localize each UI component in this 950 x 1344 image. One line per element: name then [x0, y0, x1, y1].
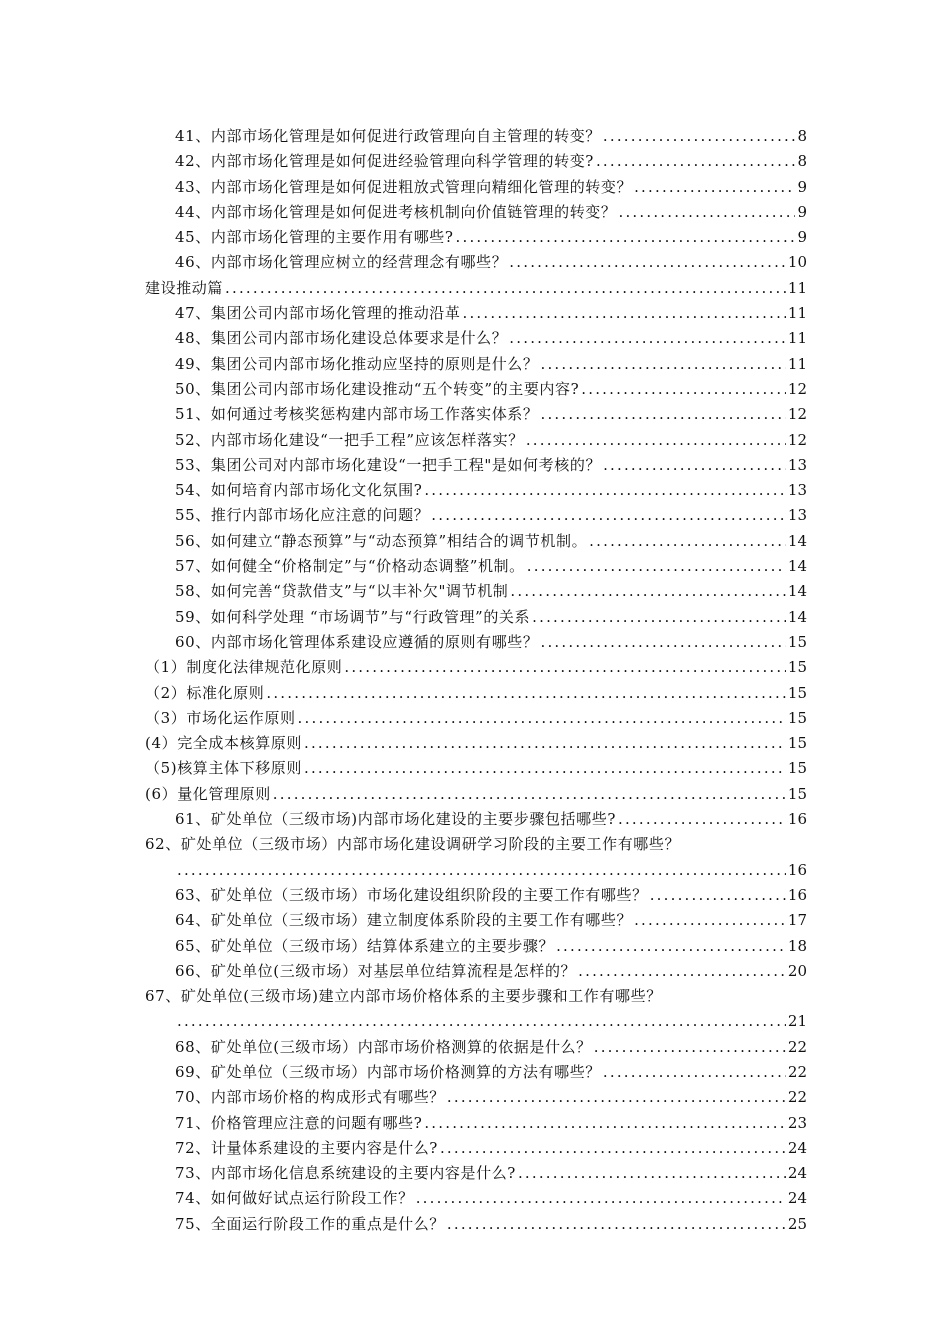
toc-page-number: 13 — [787, 455, 807, 474]
toc-entry-title: (6）量化管理原则 — [145, 784, 271, 803]
toc-page-number: 22 — [787, 1088, 807, 1107]
toc-entry[interactable] — [145, 731, 807, 756]
toc-entry[interactable] — [145, 1035, 807, 1060]
toc-entry-title: 70、内部市场价格的构成形式有哪些？ — [175, 1088, 445, 1107]
toc-entry[interactable] — [145, 1085, 807, 1110]
toc-page-number: 11 — [787, 329, 807, 348]
toc-page-number: 11 — [787, 304, 807, 323]
toc-page-number: 9 — [797, 202, 807, 221]
toc-entry-title: 51、如何通过考核奖惩构建内部市场工作落实体系？ — [175, 405, 539, 424]
toc-entry[interactable] — [145, 807, 807, 832]
toc-entry[interactable] — [145, 301, 807, 326]
toc-page-number: 18 — [787, 936, 807, 955]
toc-page-number: 14 — [787, 531, 807, 550]
toc-entry[interactable] — [145, 377, 807, 402]
table-of-contents — [145, 124, 807, 1237]
toc-entry[interactable] — [145, 605, 807, 630]
toc-entry[interactable] — [145, 225, 807, 250]
toc-entry[interactable] — [145, 681, 807, 706]
toc-entry-title: 71、价格管理应注意的问题有哪些? — [175, 1113, 423, 1132]
toc-page-number: 25 — [787, 1214, 807, 1233]
toc-dot-leader — [541, 352, 786, 377]
toc-entry-title: 56、如何建立“静态预算”与“动态预算”相结合的调节机制。 — [175, 531, 588, 550]
toc-dot-leader — [298, 706, 786, 731]
toc-page-number: 11 — [787, 278, 807, 297]
toc-page-number: 20 — [787, 961, 807, 980]
toc-entry[interactable] — [145, 782, 807, 807]
toc-dot-leader — [603, 124, 796, 149]
toc-dot-leader — [594, 1035, 786, 1060]
toc-page-number: 24 — [787, 1164, 807, 1183]
toc-page-number: 16 — [787, 860, 807, 879]
toc-dot-leader — [541, 402, 786, 427]
toc-entry-title: 45、内部市场化管理的主要作用有哪些? — [175, 228, 454, 247]
toc-page-number: 16 — [787, 810, 807, 829]
toc-dot-leader — [225, 276, 786, 301]
toc-entry[interactable] — [145, 503, 807, 528]
toc-page-number: 21 — [787, 1012, 807, 1031]
toc-dot-leader — [304, 756, 786, 781]
toc-entry-title: 68、矿处单位(三级市场）内部市场价格测算的依据是什么？ — [175, 1037, 592, 1056]
toc-dot-leader — [556, 934, 786, 959]
toc-entry-title: 建设推动篇 — [145, 278, 224, 297]
toc-entry[interactable] — [145, 1161, 807, 1186]
toc-page-number: 15 — [787, 734, 807, 753]
toc-dot-leader — [456, 225, 796, 250]
toc-entry[interactable] — [145, 883, 807, 908]
toc-dot-leader — [532, 605, 786, 630]
toc-entry-title: 61、矿处单位（三级市场)内部市场化建设的主要步骤包括哪些? — [175, 810, 616, 829]
toc-entry-title: 74、如何做好试点运行阶段工作？ — [175, 1189, 414, 1208]
toc-dot-leader — [510, 579, 786, 604]
toc-entry-title: 72、计量体系建设的主要内容是什么? — [175, 1138, 438, 1157]
toc-dot-leader — [273, 782, 786, 807]
toc-page-number: 22 — [787, 1037, 807, 1056]
toc-entry[interactable] — [145, 832, 807, 857]
toc-dot-leader — [440, 1136, 786, 1161]
toc-page-number: 15 — [787, 708, 807, 727]
toc-entry[interactable] — [145, 124, 807, 149]
toc-dot-leader — [447, 1085, 786, 1110]
toc-entry-title: 66、矿处单位(三级市场）对基层单位结算流程是怎样的？ — [175, 961, 577, 980]
toc-entry-title: 60、内部市场化管理体系建设应遵循的原则有哪些？ — [175, 632, 539, 651]
toc-page-number: 15 — [787, 632, 807, 651]
toc-page-number: 14 — [787, 582, 807, 601]
toc-entry[interactable] — [145, 1009, 807, 1034]
toc-dot-leader — [578, 959, 786, 984]
toc-entry[interactable] — [145, 453, 807, 478]
toc-dot-leader — [424, 478, 786, 503]
toc-entry[interactable] — [145, 908, 807, 933]
toc-entry[interactable] — [145, 934, 807, 959]
toc-dot-leader — [177, 858, 786, 883]
toc-entry[interactable] — [145, 1111, 807, 1136]
toc-page-number: 15 — [787, 658, 807, 677]
toc-entry[interactable] — [145, 984, 807, 1009]
toc-dot-leader — [589, 529, 786, 554]
toc-dot-leader — [596, 149, 796, 174]
toc-entry-title: 65、矿处单位（三级市场）结算体系建立的主要步骤？ — [175, 936, 555, 955]
toc-entry-title: 42、内部市场化管理是如何促进经验管理向科学管理的转变? — [175, 152, 594, 171]
toc-entry[interactable] — [145, 706, 807, 731]
toc-entry-title: 57、如何健全“价格制定”与“价格动态调整”机制。 — [175, 557, 525, 576]
toc-dot-leader — [344, 655, 786, 680]
toc-entry[interactable] — [145, 1136, 807, 1161]
toc-entry[interactable] — [145, 630, 807, 655]
toc-dot-leader — [527, 554, 786, 579]
toc-entry-title: 64、矿处单位（三级市场）建立制度体系阶段的主要工作有哪些？ — [175, 911, 633, 930]
toc-page-number: 24 — [787, 1189, 807, 1208]
toc-entry[interactable] — [145, 529, 807, 554]
toc-dot-leader — [541, 630, 786, 655]
toc-entry[interactable] — [145, 858, 807, 883]
toc-page-number: 11 — [787, 354, 807, 373]
toc-dot-leader — [304, 731, 786, 756]
toc-dot-leader — [424, 1111, 786, 1136]
toc-page-number: 10 — [787, 253, 807, 272]
toc-entry[interactable] — [145, 326, 807, 351]
toc-page-number: 13 — [787, 481, 807, 500]
toc-entry[interactable] — [145, 478, 807, 503]
toc-page-number: 24 — [787, 1138, 807, 1157]
toc-entry-title: （2）标准化原则 — [145, 683, 265, 702]
toc-entry-title: 59、如何科学处理 “市场调节”与“行政管理”的关系 — [175, 607, 531, 626]
toc-entry-title: 62、矿处单位（三级市场）内部市场化建设调研学习阶段的主要工作有哪些？ — [145, 835, 681, 854]
toc-dot-leader — [603, 1060, 786, 1085]
toc-entry-title: 47、集团公司内部市场化管理的推动沿革 — [175, 304, 461, 323]
toc-dot-leader — [266, 681, 786, 706]
toc-entry-title: 41、内部市场化管理是如何促进行政管理向自主管理的转变？ — [175, 127, 601, 145]
toc-entry-title: （1）制度化法律规范化原则 — [145, 658, 343, 677]
toc-dot-leader — [581, 377, 786, 402]
toc-entry[interactable] — [145, 756, 807, 781]
toc-page-number: 15 — [787, 759, 807, 778]
toc-page-number: 12 — [787, 430, 807, 449]
toc-entry[interactable] — [145, 200, 807, 225]
toc-entry-title: 49、集团公司内部市场化推动应坚持的原则是什么？ — [175, 354, 539, 373]
toc-entry[interactable] — [145, 175, 807, 200]
toc-page-number: 23 — [787, 1113, 807, 1132]
toc-entry[interactable] — [145, 276, 807, 301]
toc-entry-title: 54、如何培育内部市场化文化氛围? — [175, 481, 423, 500]
toc-entry[interactable] — [145, 1060, 807, 1085]
toc-entry-title: 63、矿处单位（三级市场）市场化建设组织阶段的主要工作有哪些？ — [175, 885, 648, 904]
toc-entry-title: 50、集团公司内部市场化建设推动“五个转变”的主要内容? — [175, 379, 580, 398]
toc-entry[interactable] — [145, 579, 807, 604]
toc-dot-leader — [447, 1212, 786, 1237]
toc-entry-title: 48、集团公司内部市场化建设总体要求是什么？ — [175, 329, 508, 348]
toc-page-number: 12 — [787, 379, 807, 398]
toc-dot-leader — [431, 503, 786, 528]
toc-dot-leader — [618, 807, 786, 832]
toc-page-number: 16 — [787, 885, 807, 904]
toc-entry[interactable] — [145, 1212, 807, 1237]
toc-dot-leader — [603, 453, 786, 478]
toc-entry[interactable] — [145, 250, 807, 275]
toc-entry-title: 46、内部市场化管理应树立的经营理念有哪些？ — [175, 253, 508, 272]
toc-dot-leader — [177, 1009, 786, 1034]
toc-dot-leader — [526, 428, 786, 453]
toc-page-number: 15 — [787, 784, 807, 803]
toc-dot-leader — [509, 250, 786, 275]
toc-page-number: 14 — [787, 557, 807, 576]
toc-entry[interactable] — [145, 428, 807, 453]
toc-page-number: 12 — [787, 405, 807, 424]
toc-entry[interactable] — [145, 655, 807, 680]
toc-page-number: 8 — [797, 127, 807, 145]
toc-entry-title: 52、内部市场化建设“一把手工程”应该怎样落实？ — [175, 430, 524, 449]
toc-dot-leader — [650, 883, 786, 908]
toc-dot-leader — [634, 908, 786, 933]
toc-page-number: 14 — [787, 607, 807, 626]
toc-entry-title: 44、内部市场化管理是如何促进考核机制向价值链管理的转变？ — [175, 202, 617, 221]
toc-entry[interactable] — [145, 1186, 807, 1211]
toc-entry-title: （3）市场化运作原则 — [145, 708, 296, 727]
toc-entry[interactable] — [145, 554, 807, 579]
toc-entry-title: 69、矿处单位（三级市场）内部市场价格测算的方法有哪些？ — [175, 1062, 601, 1081]
toc-entry-title: 43、内部市场化管理是如何促进粗放式管理向精细化管理的转变？ — [175, 177, 633, 196]
toc-entry[interactable] — [145, 402, 807, 427]
toc-dot-leader — [463, 301, 786, 326]
toc-entry-title: 55、推行内部市场化应注意的问题？ — [175, 506, 430, 525]
toc-dot-leader — [416, 1186, 786, 1211]
toc-page-number: 9 — [797, 177, 807, 196]
toc-dot-leader — [509, 326, 786, 351]
toc-page-number: 15 — [787, 683, 807, 702]
toc-page-number: 17 — [787, 911, 807, 930]
toc-entry-title: 53、集团公司对内部市场化建设“一把手工程"是如何考核的？ — [175, 455, 602, 474]
toc-page-number: 22 — [787, 1062, 807, 1081]
toc-entry-title: 75、全面运行阶段工作的重点是什么？ — [175, 1214, 445, 1233]
toc-page-number: 9 — [797, 228, 807, 247]
toc-page-number: 8 — [797, 152, 807, 171]
toc-dot-leader — [619, 200, 796, 225]
toc-entry-title: (4）完全成本核算原则 — [145, 734, 302, 753]
toc-page-number: 13 — [787, 506, 807, 525]
toc-entry-title: 58、如何完善“贷款借支”与“以丰补欠"调节机制 — [175, 582, 509, 601]
toc-entry-title: 67、矿处单位(三级市场)建立内部市场价格体系的主要步骤和工作有哪些？ — [145, 987, 662, 1006]
toc-entry[interactable] — [145, 149, 807, 174]
toc-dot-leader — [518, 1161, 786, 1186]
toc-entry-title: 73、内部市场化信息系统建设的主要内容是什么? — [175, 1164, 516, 1183]
toc-dot-leader — [634, 175, 795, 200]
toc-entry-title: （5)核算主体下移原则 — [145, 759, 302, 778]
toc-entry[interactable] — [145, 352, 807, 377]
toc-entry[interactable] — [145, 959, 807, 984]
